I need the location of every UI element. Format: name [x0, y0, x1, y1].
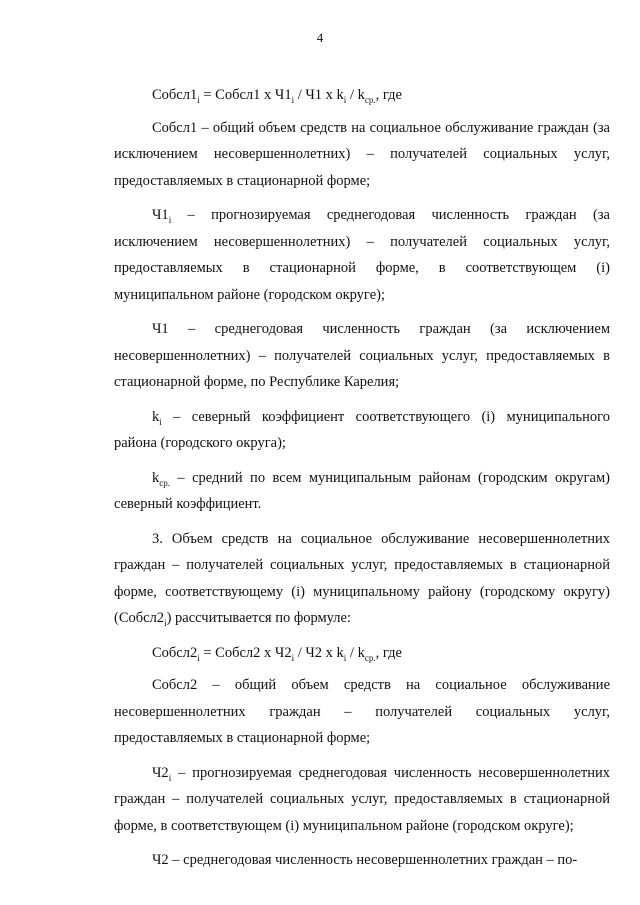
definition-ch1i: $Ч1_i$ – прогнозируемая среднегодовая численность граждан (за исключением несовершеннолетних) – получателей социальных услуг, предоставляемых в стационарной форме, в соответствующем (i) муниципальном районе (городском округе);	[114, 207, 610, 303]
definition-ch2i: $Ч2_i$ – прогнозируемая среднегодовая численность несовершеннолетних граждан – получателей социальных услуг, предоставляемых в стационарной форме, в соответствующем (i) муниципальном районе (городском округе);	[114, 764, 610, 834]
definition-sobsl1: Собсл1 – общий объем средств на социальное обслуживание граждан (за исключением несовершеннолетних) – получателей социальных услуг, предоставляемых в стационарной форме;	[114, 119, 610, 189]
document-body	[114, 82, 610, 882]
formula-sobsl2: $Собсл2_i$ = Собсл2 х $Ч2_i / Ч2$ х $k_i / k_{ср.}$, где	[152, 644, 402, 663]
definition-ki: $k_i$ – северный коэффициент соответствующего (i) муниципального района (городского округа);	[114, 408, 610, 451]
definition-ksr: $k_{ср.}$ – средний по всем муниципальным районам (городским округам) северный коэффициент.	[114, 469, 610, 512]
definition-ch2: Ч2 – среднегодовая численность несовершеннолетних граждан – по-	[152, 852, 578, 868]
section-3-paragraph: 3. Объем средств на социальное обслуживание несовершеннолетних граждан – получателей социальных услуг, предоставляемых в стационарной форме, соответствующему (i) муниципальному району (городскому округу) $(Собсл2_i)$ рассчитывается по формуле:	[114, 530, 610, 628]
page-number: 4	[316, 30, 324, 45]
formula-sobsl1: $Собсл1_i$ = Собсл1 х $Ч1_i / Ч1$ х $k_i / k_{ср.}$, где	[152, 87, 402, 105]
definition-sobsl2: Собсл2 – общий объем средств на социальное обслуживание несовершеннолетних граждан – получателей социальных услуг, предоставляемых в стационарной форме;	[114, 677, 610, 746]
definition-ch1: Ч1 – среднегодовая численность граждан (за исключением несовершеннолетних) – получателей социальных услуг, предоставляемых в стационарной форме, по Республике Карелия;	[114, 321, 610, 390]
